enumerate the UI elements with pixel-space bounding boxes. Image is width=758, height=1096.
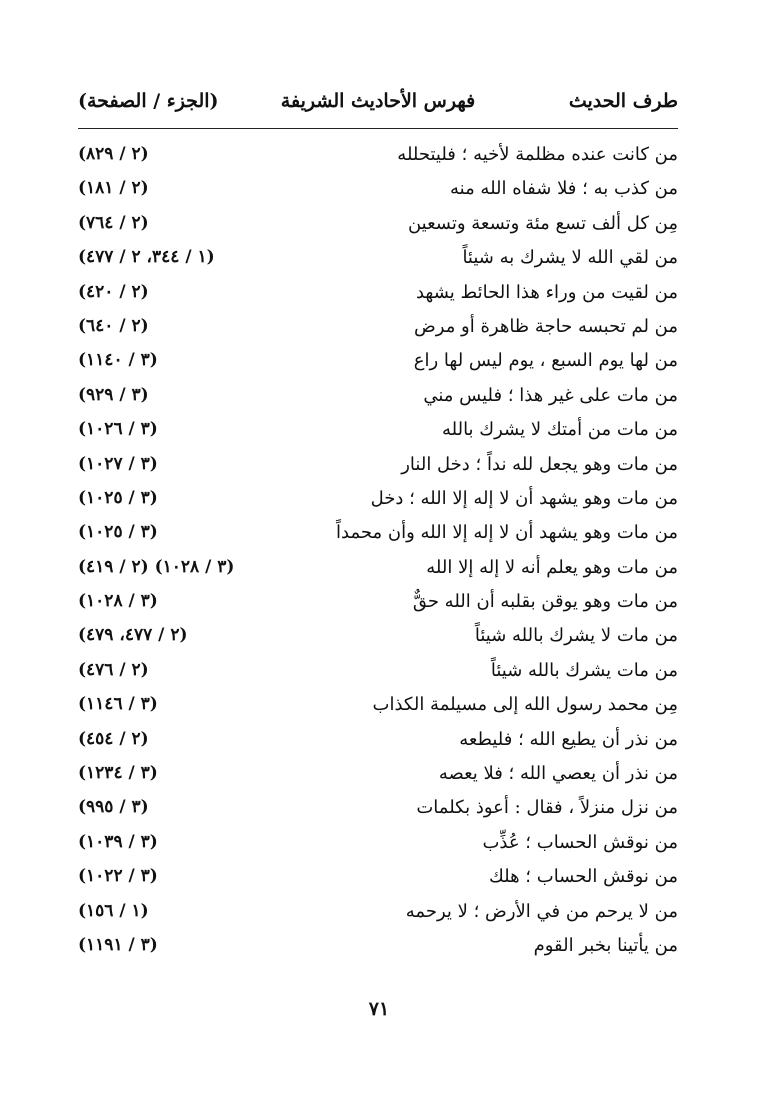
index-entry xyxy=(78,828,678,862)
volume-page-reference: (٢ / ٤٢٠) xyxy=(78,281,149,302)
hadith-opening-text: من مات وهو يوقن بقلبه أن الله حقٌّ xyxy=(412,591,678,613)
hadith-opening-text: من لها يوم السبع ، يوم ليس لها راع xyxy=(413,350,678,372)
hadith-opening-text: من مات لا يشرك بالله شيئاً xyxy=(474,625,678,647)
hadith-opening-text: من مات يشرك بالله شيئاً xyxy=(490,659,678,681)
volume-page-reference: (٣ / ١١٤٠) xyxy=(78,350,158,371)
volume-page-reference: (٢ / ٤١٩) (٣ / ١٠٢٨) xyxy=(78,556,235,577)
volume-page-reference: (٢ / ٤٧٧، ٤٧٩) xyxy=(78,625,188,646)
hadith-opening-text: من مات وهو يشهد أن لا إله إلا الله ؛ دخل xyxy=(370,487,678,509)
volume-page-reference: (٢ / ٦٤٠) xyxy=(78,315,149,336)
hadith-opening-text: من مات على غير هذا ؛ فليس مني xyxy=(423,384,678,406)
volume-page-reference: (٣ / ١١٤٦) xyxy=(78,694,158,715)
index-entry xyxy=(78,174,678,208)
volume-page-reference: (٣ / ١٠٢٥) xyxy=(78,522,158,543)
volume-page-reference: (٢ / ١٨١) xyxy=(78,178,149,199)
index-header xyxy=(78,82,678,118)
volume-page-reference: (٣ / ١٠٢٦) xyxy=(78,419,158,440)
hadith-opening-text: من نذر أن يطيع الله ؛ فليطعه xyxy=(459,728,678,750)
hadith-opening-text: من كانت عنده مظلمة لأخيه ؛ فليتحلله xyxy=(397,144,678,165)
hadith-opening-text: من مات من أمتك لا يشرك بالله xyxy=(441,419,678,441)
index-entry xyxy=(78,897,678,931)
index-entry xyxy=(78,862,678,896)
index-entry xyxy=(78,450,678,484)
hadith-opening-text: من نذر أن يعصي الله ؛ فلا يعصه xyxy=(438,763,678,785)
hadith-opening-text: من لم تحبسه حاجة ظاهرة أو مرض xyxy=(414,315,678,337)
hadith-opening-text: من نوقش الحساب ؛ عُذِّب xyxy=(482,831,678,853)
hadith-opening-text: من لقي الله لا يشرك به شيئاً xyxy=(462,247,678,269)
index-entry xyxy=(78,621,678,655)
index-entry xyxy=(78,690,678,724)
volume-page-reference: (٢ / ٧٦٤) xyxy=(78,212,149,233)
page-number: ٧١ xyxy=(368,998,390,1020)
hadith-index-list xyxy=(78,140,678,965)
hadith-opening-text: من مات وهو يشهد أن لا إله إلا الله وأن محمداً xyxy=(336,522,678,544)
volume-page-reference: (٣ / ١٠٢٢) xyxy=(78,866,158,887)
running-title: فهرس الأحاديث الشريفة xyxy=(280,90,476,112)
hadith-opening-text: من مات وهو يعلم أنه لا إله إلا الله xyxy=(426,556,678,578)
volume-page-reference: (٢ / ٤٥٤) xyxy=(78,728,149,749)
index-entry xyxy=(78,587,678,621)
volume-page-reference: (٣ / ١٠٢٥) xyxy=(78,487,158,508)
index-entry xyxy=(78,484,678,518)
index-entry xyxy=(78,793,678,827)
index-entry xyxy=(78,759,678,793)
volume-page-reference: (١ / ٣٤٤، ٢ / ٤٧٧) xyxy=(78,247,215,268)
hadith-opening-column-heading: طرف الحديث xyxy=(568,90,678,112)
index-entry xyxy=(78,243,678,277)
hadith-opening-text: من نزل منزلاً ، فقال : أعوذ بكلمات xyxy=(416,797,678,819)
volume-page-reference: (٣ / ١٠٣٩) xyxy=(78,831,158,852)
hadith-opening-text: مِن محمد رسول الله إلى مسيلمة الكذاب xyxy=(372,694,678,716)
volume-page-reference: (٢ / ٤٧٦) xyxy=(78,659,149,680)
volume-page-reference: (٢ / ٨٢٩) xyxy=(78,144,149,164)
index-entry xyxy=(78,656,678,690)
hadith-opening-text: من يأتينا بخبر القوم xyxy=(533,934,678,956)
index-entry xyxy=(78,931,678,965)
index-entry xyxy=(78,518,678,552)
index-entry xyxy=(78,725,678,759)
volume-page-reference: (٣ / ١٠٢٧) xyxy=(78,453,158,474)
hadith-opening-text: من لقيت من وراء هذا الحائط يشهد xyxy=(415,281,678,303)
volume-page-reference: (٣ / ٩٢٩) xyxy=(78,384,149,405)
hadith-opening-text: من كذب به ؛ فلا شفاه الله منه xyxy=(449,178,678,200)
index-entry xyxy=(78,312,678,346)
header-divider xyxy=(78,128,678,129)
volume-page-reference: (٣ / ١٢٣٤) xyxy=(78,763,158,784)
index-entry xyxy=(78,209,678,243)
hadith-opening-text: من نوقش الحساب ؛ هلك xyxy=(488,866,678,888)
volume-page-reference: (٣ / ٩٩٥) xyxy=(78,797,149,818)
index-entry xyxy=(78,278,678,312)
volume-page-column-heading: (الجزء / الصفحة) xyxy=(78,90,219,112)
hadith-opening-text: من مات وهو يجعل لله نداً ؛ دخل النار xyxy=(401,453,678,475)
index-entry xyxy=(78,415,678,449)
index-entry xyxy=(78,140,678,174)
volume-page-reference: (٣ / ١١٩١) xyxy=(78,934,158,955)
volume-page-reference: (١ / ١٥٦) xyxy=(78,900,149,921)
hadith-opening-text: من لا يرحم من في الأرض ؛ لا يرحمه xyxy=(405,900,678,922)
index-entry xyxy=(78,381,678,415)
hadith-opening-text: مِن كل ألف تسع مئة وتسعة وتسعين xyxy=(407,212,678,234)
index-entry xyxy=(78,346,678,380)
volume-page-reference: (٣ / ١٠٢٨) xyxy=(78,591,158,612)
index-entry xyxy=(78,553,678,587)
